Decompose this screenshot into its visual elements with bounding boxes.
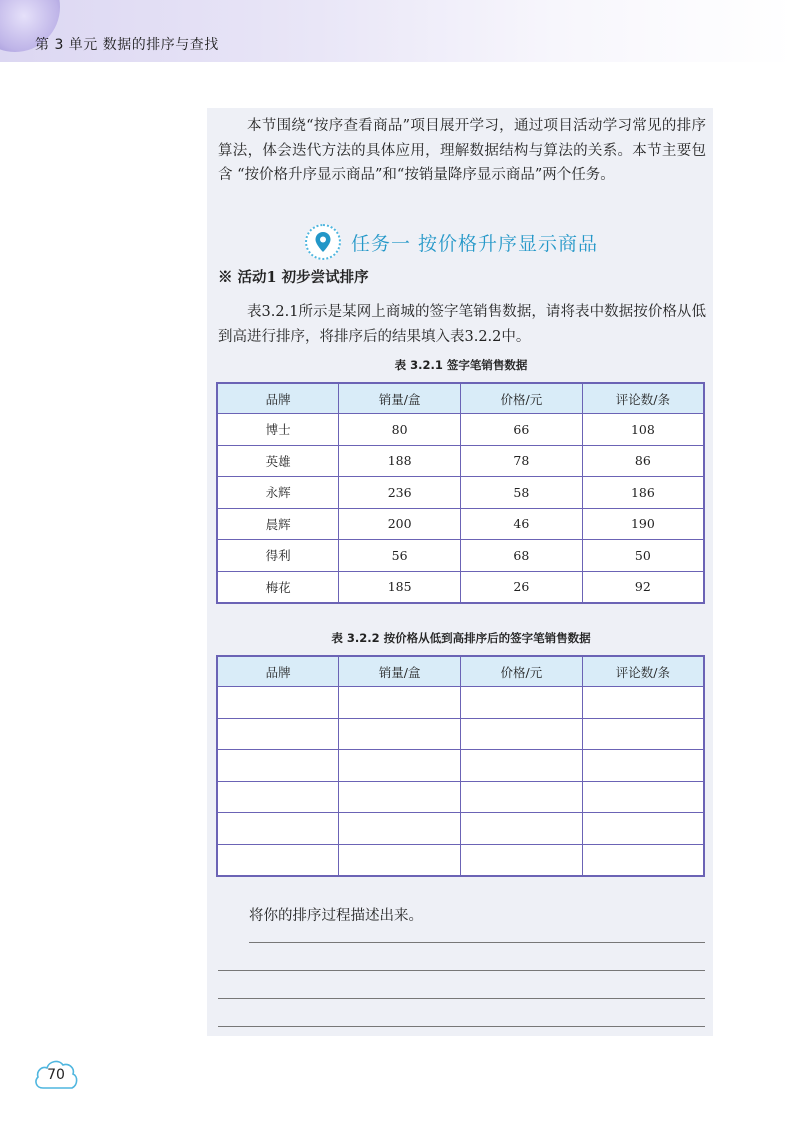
- blank-cell[interactable]: [582, 718, 704, 750]
- cell-price: 26: [461, 571, 583, 603]
- cell-sales: 80: [339, 414, 461, 446]
- blank-cell[interactable]: [339, 813, 461, 845]
- cell-brand: 晨辉: [217, 508, 339, 540]
- blank-cell[interactable]: [582, 750, 704, 782]
- cell-price: 68: [461, 540, 583, 572]
- writing-line[interactable]: [249, 942, 705, 943]
- header-brand: 品牌: [217, 383, 339, 414]
- blank-cell[interactable]: [339, 687, 461, 719]
- cell-reviews: 50: [582, 540, 704, 572]
- intro-paragraph: 本节围绕“按序查看商品”项目展开学习，通过项目活动学习常见的排序算法，体会迭代方法的具体应用，理解数据结构与算法的关系。本节主要包含 “按价格升序显示商品”和“按销量降序显示商品”两个任务。: [218, 118, 706, 183]
- cell-sales: 200: [339, 508, 461, 540]
- cell-brand: 得利: [217, 540, 339, 572]
- cell-price: 58: [461, 477, 583, 509]
- page-number: 70: [47, 1067, 65, 1083]
- blank-cell[interactable]: [582, 844, 704, 876]
- blank-cell[interactable]: [217, 844, 339, 876]
- header-sales: 销量/盒: [339, 383, 461, 414]
- unit-title: 第 3 单元 数据的排序与查找: [35, 37, 219, 53]
- blank-cell[interactable]: [461, 781, 583, 813]
- sales-table: [216, 382, 705, 604]
- table2-caption: 表 3.2.2 按价格从低到高排序后的签字笔销售数据: [331, 631, 591, 645]
- writing-line[interactable]: [218, 1026, 705, 1027]
- header-price: 价格/元: [461, 656, 583, 687]
- cell-reviews: 86: [582, 445, 704, 477]
- table1-caption: 表 3.2.1 签字笔销售数据: [394, 358, 528, 372]
- blank-cell[interactable]: [461, 687, 583, 719]
- cell-reviews: 186: [582, 477, 704, 509]
- blank-cell[interactable]: [217, 687, 339, 719]
- blank-cell[interactable]: [339, 750, 461, 782]
- header-sales: 销量/盒: [339, 656, 461, 687]
- blank-cell[interactable]: [461, 813, 583, 845]
- table-row-empty: [217, 844, 704, 876]
- task-title: 任务一 按价格升序显示商品: [351, 232, 599, 255]
- cell-reviews: 92: [582, 571, 704, 603]
- header-reviews: 评论数/条: [582, 383, 704, 414]
- blank-cell[interactable]: [582, 781, 704, 813]
- cell-price: 78: [461, 445, 583, 477]
- sorted-table: [216, 655, 705, 877]
- cell-brand: 梅花: [217, 571, 339, 603]
- table-row-empty: [217, 718, 704, 750]
- activity-title: ※ 活动1 初步尝试排序: [218, 269, 369, 286]
- table-row: [217, 540, 704, 572]
- instruction-paragraph: 表3.2.1所示是某网上商城的签字笔销售数据，请将表中数据按价格从低到高进行排序，将排序后的结果填入表3.2.2中。: [218, 304, 706, 345]
- table-row-empty: [217, 813, 704, 845]
- cell-sales: 236: [339, 477, 461, 509]
- prompt-text: 将你的排序过程描述出来。: [249, 908, 423, 924]
- table-row: [217, 571, 704, 603]
- blank-cell[interactable]: [217, 750, 339, 782]
- table-header-row: [217, 383, 704, 414]
- table-row: [217, 414, 704, 446]
- cell-brand: 永辉: [217, 477, 339, 509]
- blank-cell[interactable]: [217, 781, 339, 813]
- cell-reviews: 108: [582, 414, 704, 446]
- blank-cell[interactable]: [217, 718, 339, 750]
- blank-cell[interactable]: [461, 844, 583, 876]
- table-row-empty: [217, 687, 704, 719]
- header-price: 价格/元: [461, 383, 583, 414]
- table-row-empty: [217, 781, 704, 813]
- table-row: [217, 445, 704, 477]
- blank-cell[interactable]: [339, 844, 461, 876]
- blank-cell[interactable]: [582, 813, 704, 845]
- blank-cell[interactable]: [339, 781, 461, 813]
- blank-cell[interactable]: [461, 750, 583, 782]
- task-heading: [305, 224, 598, 260]
- header-brand: 品牌: [217, 656, 339, 687]
- table-row-empty: [217, 750, 704, 782]
- table-row: [217, 508, 704, 540]
- cell-price: 66: [461, 414, 583, 446]
- blank-cell[interactable]: [461, 718, 583, 750]
- cell-brand: 英雄: [217, 445, 339, 477]
- table-row: [217, 477, 704, 509]
- blank-cell[interactable]: [339, 718, 461, 750]
- table-header-row: [217, 656, 704, 687]
- blank-cell[interactable]: [582, 687, 704, 719]
- location-pin-icon: [305, 224, 341, 260]
- writing-line[interactable]: [218, 970, 705, 971]
- writing-line[interactable]: [218, 998, 705, 999]
- cell-brand: 博士: [217, 414, 339, 446]
- header-reviews: 评论数/条: [582, 656, 704, 687]
- cell-reviews: 190: [582, 508, 704, 540]
- cell-sales: 188: [339, 445, 461, 477]
- cell-sales: 185: [339, 571, 461, 603]
- cell-sales: 56: [339, 540, 461, 572]
- cell-price: 46: [461, 508, 583, 540]
- blank-cell[interactable]: [217, 813, 339, 845]
